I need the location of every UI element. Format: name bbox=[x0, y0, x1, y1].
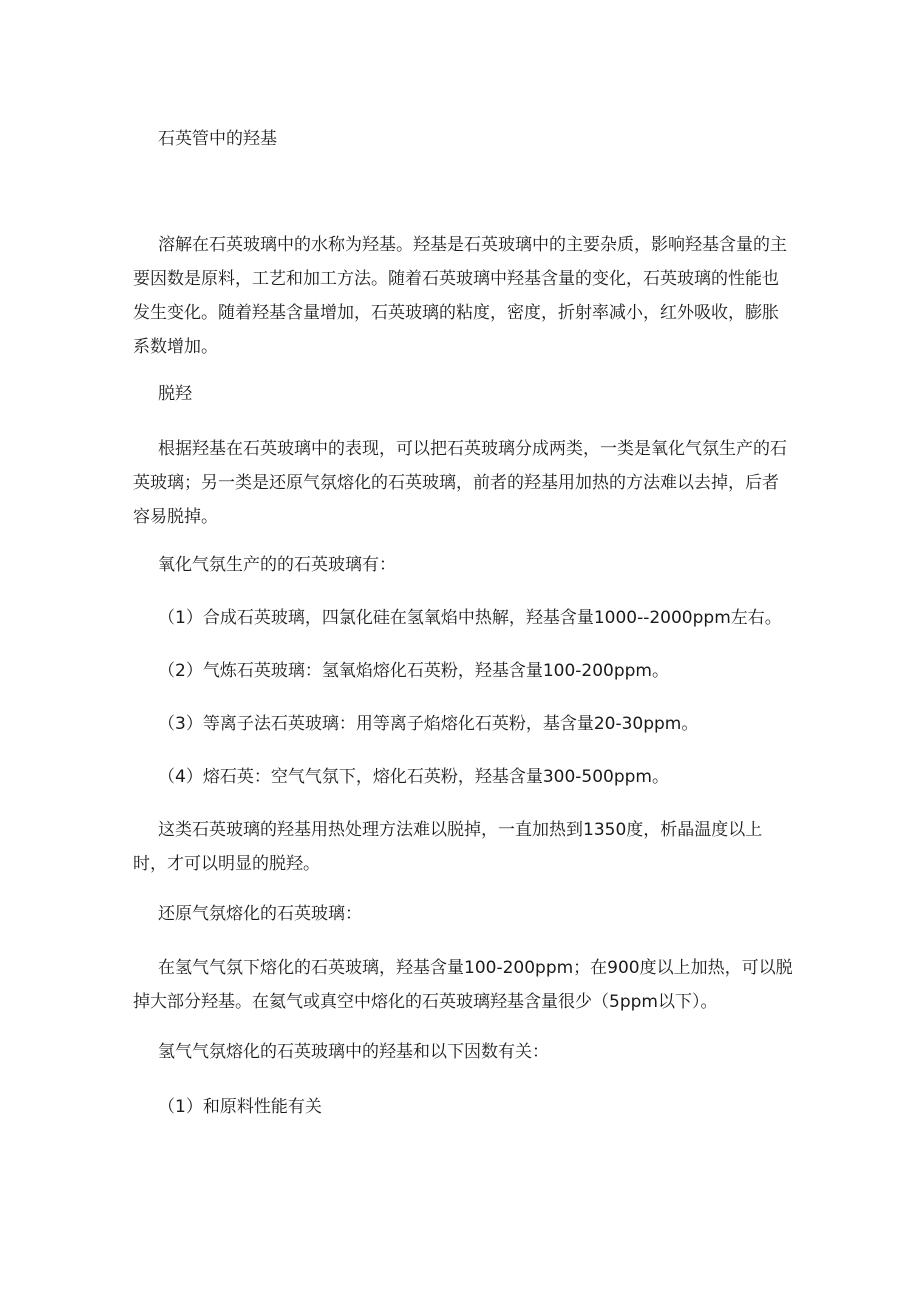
classification-paragraph: 根据羟基在石英玻璃中的表现，可以把石英玻璃分成两类，一类是氧化气氛生产的石英玻璃；另一类是还原气氛熔化的石英玻璃，前者的羟基用加热的方法难以去掉，后者容易脱掉。 bbox=[133, 439, 787, 527]
reducing-paragraph: 在氢气气氛下熔化的石英玻璃，羟基含量100-200ppm；在900度以上加热，可以脱掉大部分羟基。在氦气或真空中熔化的石英玻璃羟基含量很少（5ppm以下）。 bbox=[133, 958, 793, 1012]
document-title: 石英管中的羟基 bbox=[158, 129, 277, 149]
list-item: （2）气炼石英玻璃：氢氧焰熔化石英粉，羟基含量100-200ppm。 bbox=[158, 661, 669, 681]
oxidizing-note-paragraph: 这类石英玻璃的羟基用热处理方法难以脱掉，一直加热到1350度，析晶温度以上时，才可以明显的脱羟。 bbox=[133, 820, 763, 874]
hydrogen-heading: 氢气气氛熔化的石英玻璃中的羟基和以下因数有关： bbox=[158, 1042, 549, 1062]
section-heading-dehydroxyl: 脱羟 bbox=[158, 384, 192, 404]
oxidizing-heading: 氧化气氛生产的的石英玻璃有： bbox=[158, 555, 396, 575]
list-item: （3）等离子法石英玻璃：用等离子焰熔化石英粉，基含量20-30ppm。 bbox=[158, 714, 699, 734]
reducing-heading: 还原气氛熔化的石英玻璃： bbox=[158, 904, 362, 924]
list-item: （1）合成石英玻璃，四氯化硅在氢氧焰中热解，羟基含量1000--2000ppm左右。 bbox=[158, 608, 782, 628]
list-item: （4）熔石英：空气气氛下，熔化石英粉，羟基含量300-500ppm。 bbox=[158, 767, 669, 787]
list-item: （1）和原料性能有关 bbox=[158, 1097, 322, 1117]
intro-paragraph: 溶解在石英玻璃中的水称为羟基。羟基是石英玻璃中的主要杂质，影响羟基含量的主要因数是原料，工艺和加工方法。随着石英玻璃中羟基含量的变化，石英玻璃的性能也发生变化。随着羟基含量增加，石英玻璃的粘度，密度，折射率减小，红外吸收，膨胀系数增加。 bbox=[133, 235, 787, 357]
